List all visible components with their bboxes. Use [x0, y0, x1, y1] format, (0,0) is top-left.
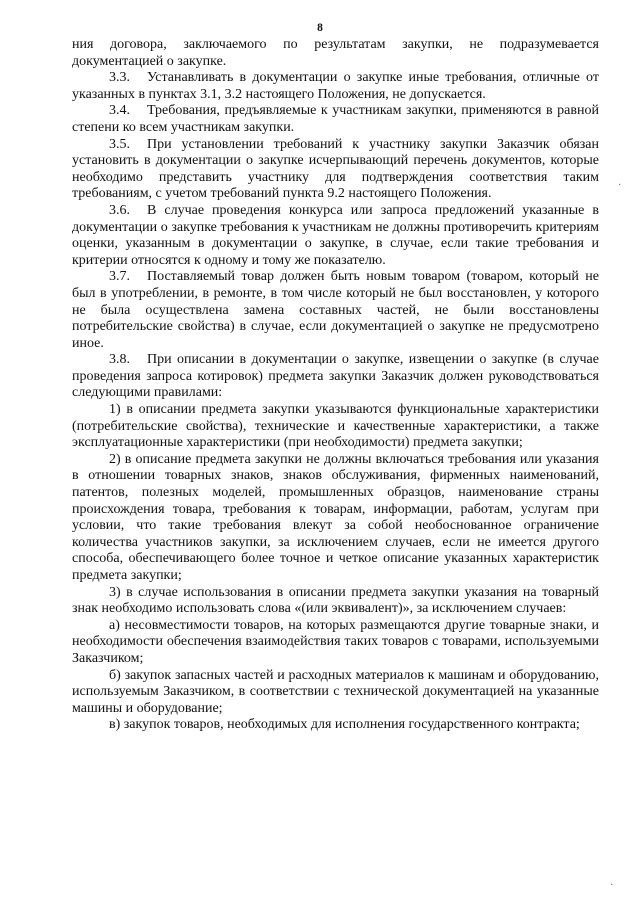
paragraph: [72, 103, 599, 136]
scan-artifact: ·: [618, 180, 622, 191]
sub-list-item-text: в) закупок товаров, необходимых для исполнения государственного контракта;: [109, 717, 580, 733]
paragraph-number: 3.7.: [109, 269, 130, 285]
paragraph: [72, 269, 599, 352]
paragraph-number: 3.6.: [109, 202, 130, 218]
scan-artifact: ·: [610, 880, 614, 891]
paragraph: [72, 352, 599, 402]
sub-list-item-text: б) закупок запасных частей и расходных материалов к машинам и оборудованию, используемым Заказчиком, в соответствии с технической документацией на указанные машины и оборудование;: [72, 667, 599, 716]
sub-list-item: [72, 618, 599, 668]
sub-list-item: [72, 668, 599, 718]
sub-list-item: [72, 717, 599, 734]
page-number: 8: [317, 22, 323, 34]
paragraph-number: 3.3.: [109, 70, 130, 86]
list-item: [72, 402, 599, 452]
paragraph: [72, 70, 599, 103]
paragraph-text: Требования, предъявляемые к участникам закупки, применяются в равной степени ко всем участникам закупки.: [72, 103, 599, 135]
paragraph: [72, 37, 599, 70]
list-item: [72, 585, 599, 618]
paragraph-text: ния договора, заключаемого по результатам закупки, не подразумевается документацией о закупке.: [72, 37, 599, 69]
paragraph: [72, 137, 599, 203]
paragraph-number: 3.5.: [109, 136, 130, 152]
paragraph-number: 3.4.: [109, 103, 130, 119]
document-body: [72, 37, 599, 734]
list-item-text: 1) в описании предмета закупки указываются функциональные характеристики (потребительские свойства), технические и качественные характеристики, а также эксплуатационные характеристики (при необходимости) предмета закупки;: [72, 402, 599, 451]
sub-list-item-text: а) несовместимости товаров, на которых размещаются другие товарные знаки, и необходимости обеспечения взаимодействия таких товаров с товарами, используемыми Заказчиком;: [72, 617, 599, 666]
paragraph-text: В случае проведения конкурса или запроса предложений указанные в документации о закупке требования к участникам не должны противоречить критериям оценки, указанным в документации о закупке, в случае, если такие требования и критерии относятся к одному и тому же показателю.: [72, 202, 599, 268]
paragraph-number: 3.8.: [109, 352, 130, 368]
paragraph-text: При описании в документации о закупке, извещении о закупке (в случае проведения запроса котировок) предмета закупки Заказчик должен руководствоваться следующими правилами:: [72, 352, 599, 401]
paragraph: [72, 203, 599, 269]
paragraph-text: Поставляемый товар должен быть новым товаром (товаром, который не был в употреблении, в ремонте, в том числе который не был восстановлен, у которого не была осуществлена замена составных частей, не были восстановлены потребительские свойства) в случае, если документацией о закупке не предусмотрено иное.: [72, 269, 599, 351]
list-item: [72, 452, 599, 585]
paragraph-text: При установлении требований к участнику закупки Заказчик обязан установить в документации о закупке исчерпывающий перечень документов, которые необходимо представить участнику для подтверждения соответствия таким требованиям, с учетом требований пункта 9.2 настоящего Положения.: [72, 136, 599, 202]
list-item-text: 2) в описание предмета закупки не должны включаться требования или указания в отношении товарных знаков, знаков обслуживания, фирменных наименований, патентов, полезных моделей, промышленных образцов, наименование страны происхождения товара, требования к товарам, информации, работам, услугам при условии, что такие требования влекут за собой необоснованное ограничение количества участников закупки, за исключением случаев, если не имеется другого способа, обеспечивающего более точное и четкое описание указанных характеристик предмета закупки;: [72, 451, 599, 583]
paragraph-text: Устанавливать в документации о закупке иные требования, отличные от указанных в пунктах 3.1, 3.2 настоящего Положения, не допускается.: [72, 70, 599, 102]
list-item-text: 3) в случае использования в описании предмета закупки указания на товарный знак необходимо использовать слова «(или эквивалент)», за исключением случаев:: [72, 584, 599, 617]
